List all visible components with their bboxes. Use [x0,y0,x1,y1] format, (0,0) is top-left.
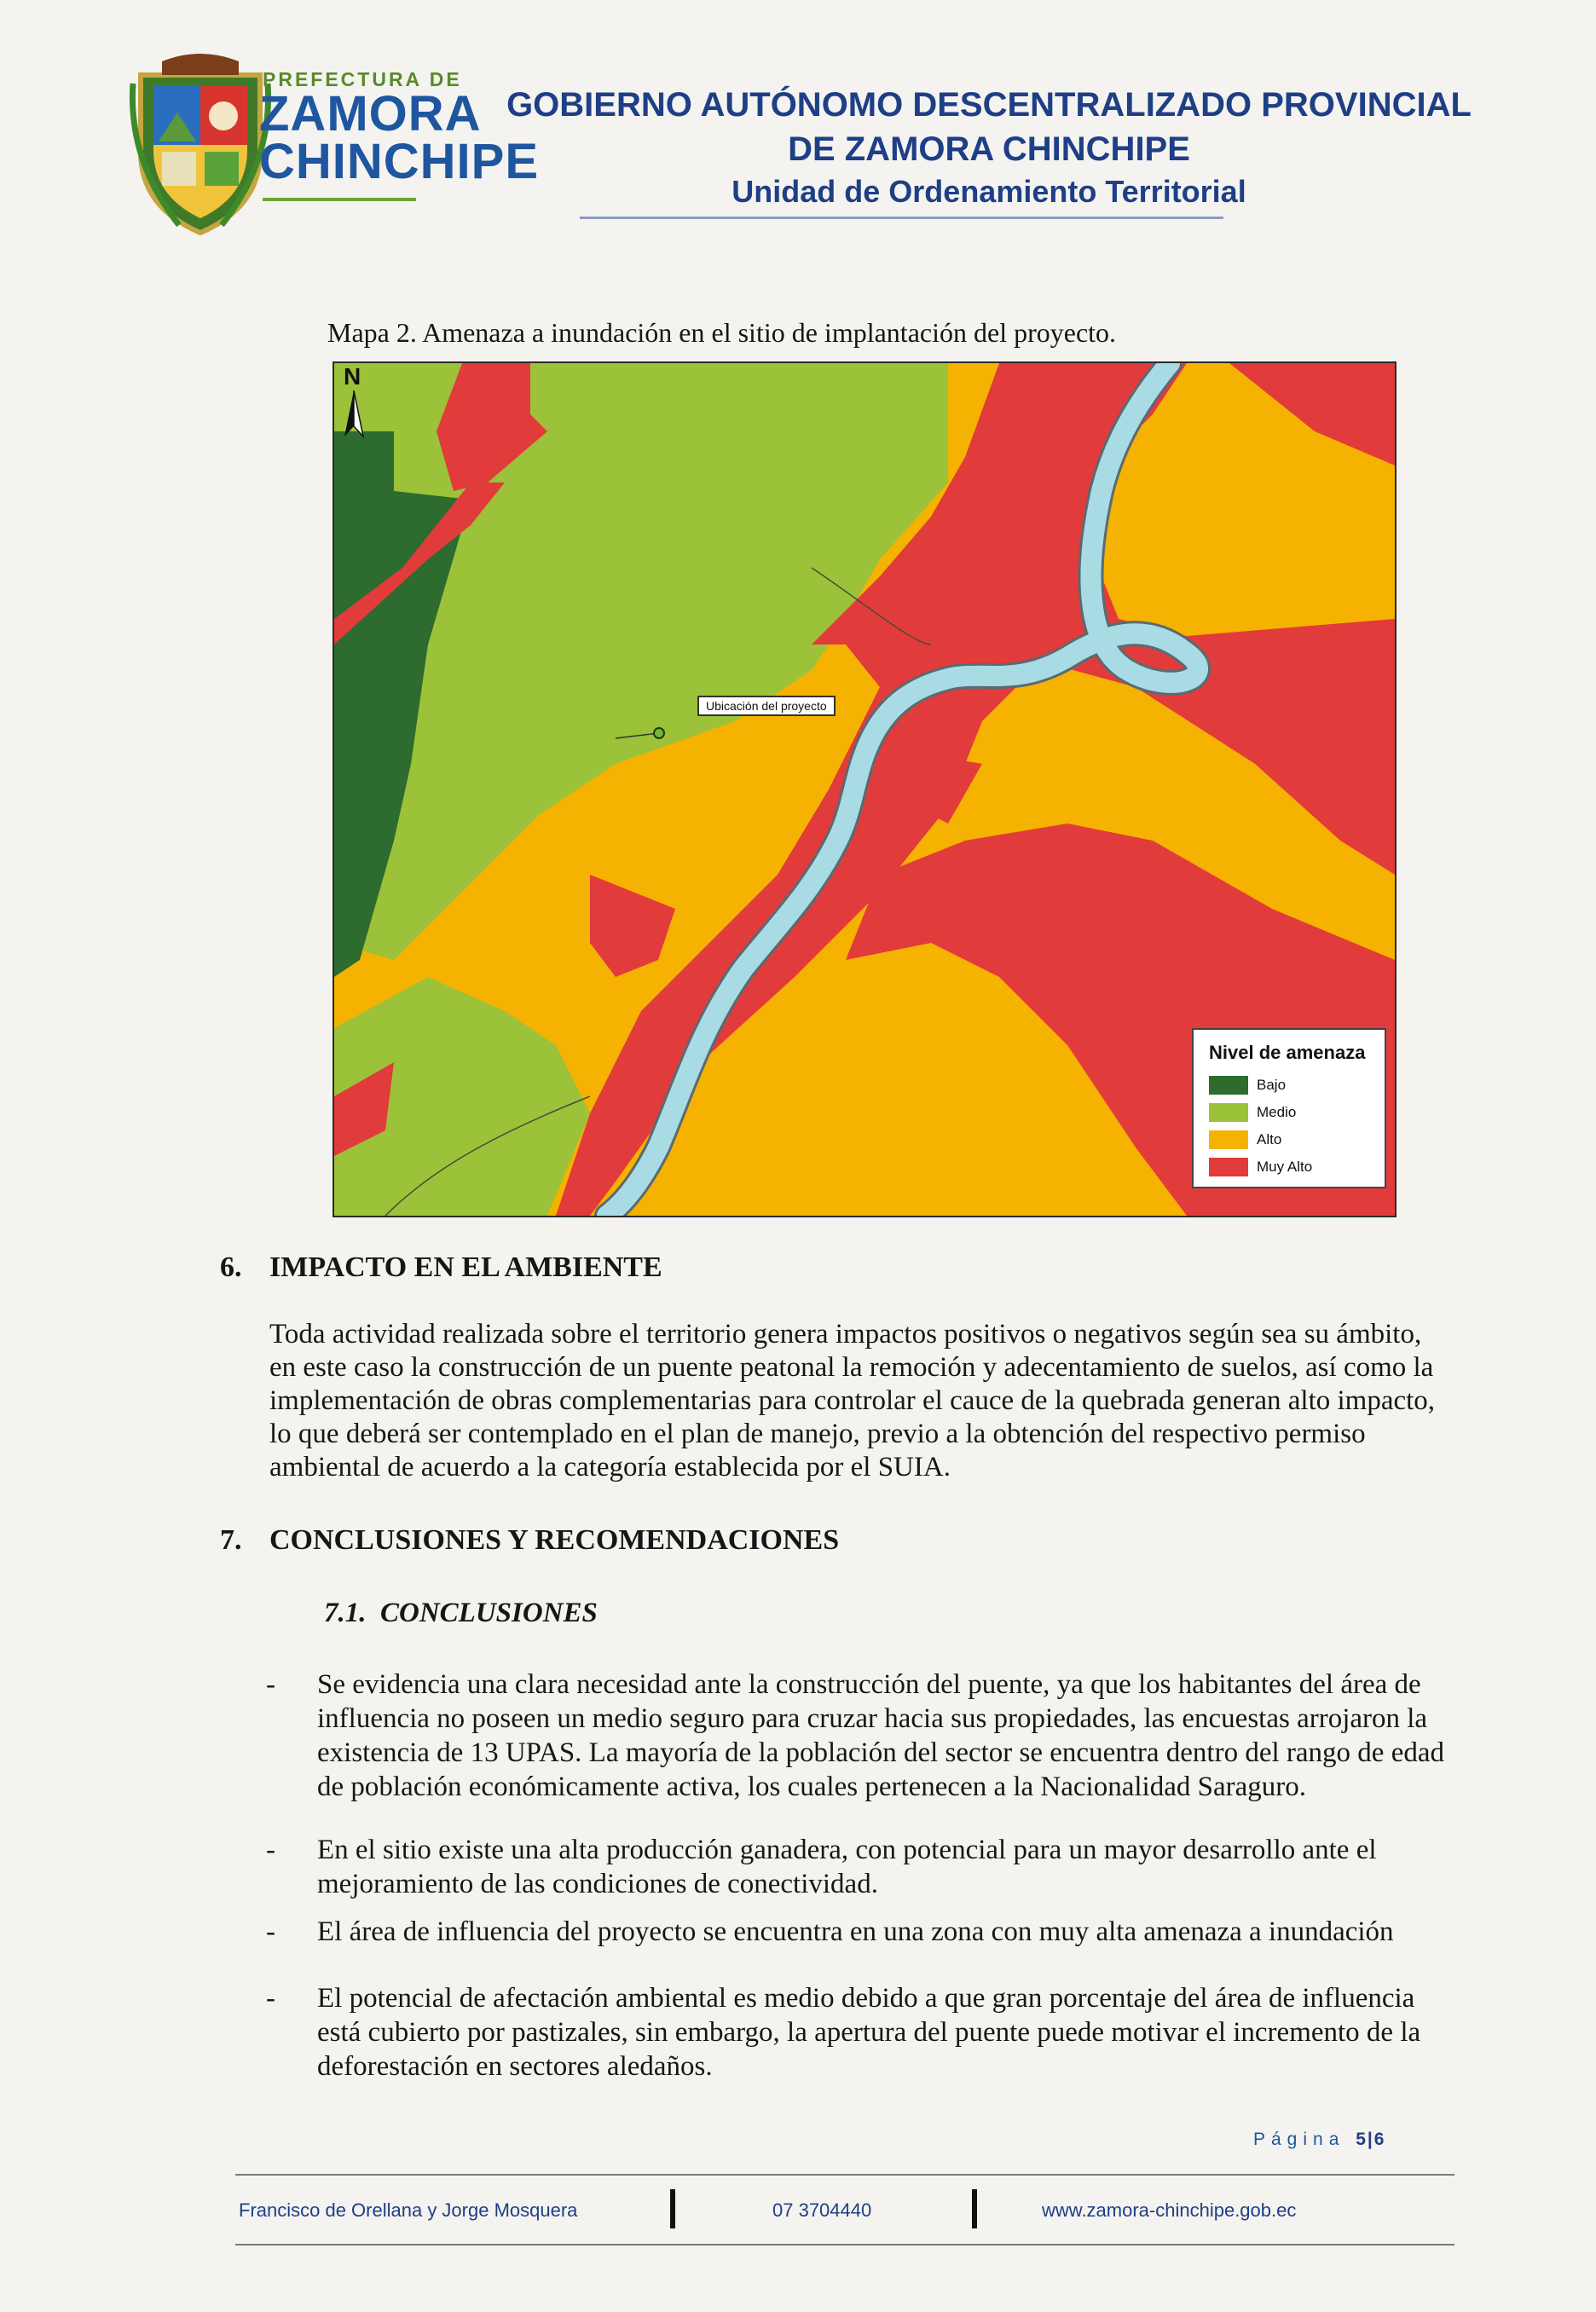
section-number: 6. [220,1251,242,1283]
brand-underline [263,198,416,201]
bullet-marker: - [266,1916,275,1947]
unit-name: Unidad de Ordenamiento Territorial [732,174,1246,209]
subsection-number: 7.1. [324,1598,367,1628]
subsection-7-1-heading [324,1598,598,1629]
government-title-line1: GOBIERNO AUTÓNOMO DESCENTRALIZADO PROVINCIAL [506,86,1472,124]
section-title: IMPACTO EN EL AMBIENTE [269,1251,662,1283]
project-location-marker [654,728,664,738]
page-label: Página [1253,2130,1345,2149]
footer-phone: 07 3704440 [772,2199,872,2221]
coat-of-arms-logo [128,49,273,237]
bullet-marker: - [266,1669,275,1700]
legend-swatch [1209,1103,1248,1122]
map-caption: Mapa 2. Amenaza a inundación en el sitio de implantación del proyecto. [327,317,1117,348]
page-number [1253,2130,1385,2150]
government-title-line2: DE ZAMORA CHINCHIPE [788,130,1190,168]
bullet-marker: - [266,1983,275,2014]
brand-prefix: PREFECTURA DE [263,68,462,90]
footer-separator [670,2189,675,2228]
legend-swatch [1209,1158,1248,1176]
footer-address: Francisco de Orellana y Jorge Mosquera [239,2199,578,2221]
conclusion-text: El área de influencia del proyecto se encuentra en una zona con muy alta amenaza a inundación [317,1916,1394,1947]
section-number: 7. [220,1524,242,1556]
section-title: CONCLUSIONES Y RECOMENDACIONES [269,1524,840,1556]
footer-separator [972,2189,977,2228]
map-legend [1192,1028,1386,1188]
legend-label: Muy Alto [1257,1159,1313,1175]
legend-label: Alto [1257,1131,1282,1147]
footer-website[interactable]: www.zamora-chinchipe.gob.ec [1042,2199,1297,2221]
conclusion-text: El potencial de afectación ambiental es medio debido a que gran porcentaje del área de influencia está cubierto por pastizales, sin embargo, la apertura del puente puede motivar el incremento de la deforestación en sectores aledaños. [317,1983,1421,2082]
footer-top-rule [235,2174,1454,2176]
legend-label: Bajo [1257,1077,1287,1093]
subsection-title: CONCLUSIONES [380,1598,598,1628]
legend-label: Medio [1257,1104,1297,1120]
project-location-label: Ubicación del proyecto [697,696,836,716]
section-7-heading [220,1524,839,1557]
header-divider [580,217,1223,219]
legend-title: Nivel de amenaza [1209,1042,1366,1063]
page-count: 5|6 [1356,2130,1386,2149]
north-arrow-label: N [344,363,361,390]
legend-swatch [1209,1076,1248,1095]
bullet-marker: - [266,1835,275,1865]
government-heading [477,82,1501,213]
north-arrow [339,365,368,442]
footer-bottom-rule [235,2244,1454,2246]
section-6-heading [220,1251,662,1284]
brand-name-line2: CHINCHIPE [259,134,540,189]
legend-swatch [1209,1130,1248,1149]
section-6-paragraph: Toda actividad realizada sobre el territorio genera impactos positivos o negativos según sea su ámbito, en este caso la construcción de un puente peatonal la remoción y adecentamiento de suelos, así como la implementación de obras complementarias para controlar el cauce de la quebrada generan alto impacto, lo que deberá ser contemplado en el plan de manejo, previo a la obtención del respectivo permiso ambiental de acuerdo a la categoría establecida por el SUIA. [269,1319,1436,1483]
conclusion-text: Se evidencia una clara necesidad ante la construcción del puente, ya que los habitantes del área de influencia no poseen un medio seguro para cruzar hacia sus propiedades, las encuestas arrojaron la existencia de 13 UPAS. La mayoría de la población del sector se encuentra dentro del rango de edad de población económicamente activa, los cuales pertenecen a la Nacionalidad Saraguro. [317,1669,1444,1802]
brand-name-line1: ZAMORA [259,86,482,142]
conclusion-text: En el sitio existe una alta producción ganadera, con potencial para un mayor desarrollo ante el mejoramiento de las condiciones de conectividad. [317,1835,1377,1899]
